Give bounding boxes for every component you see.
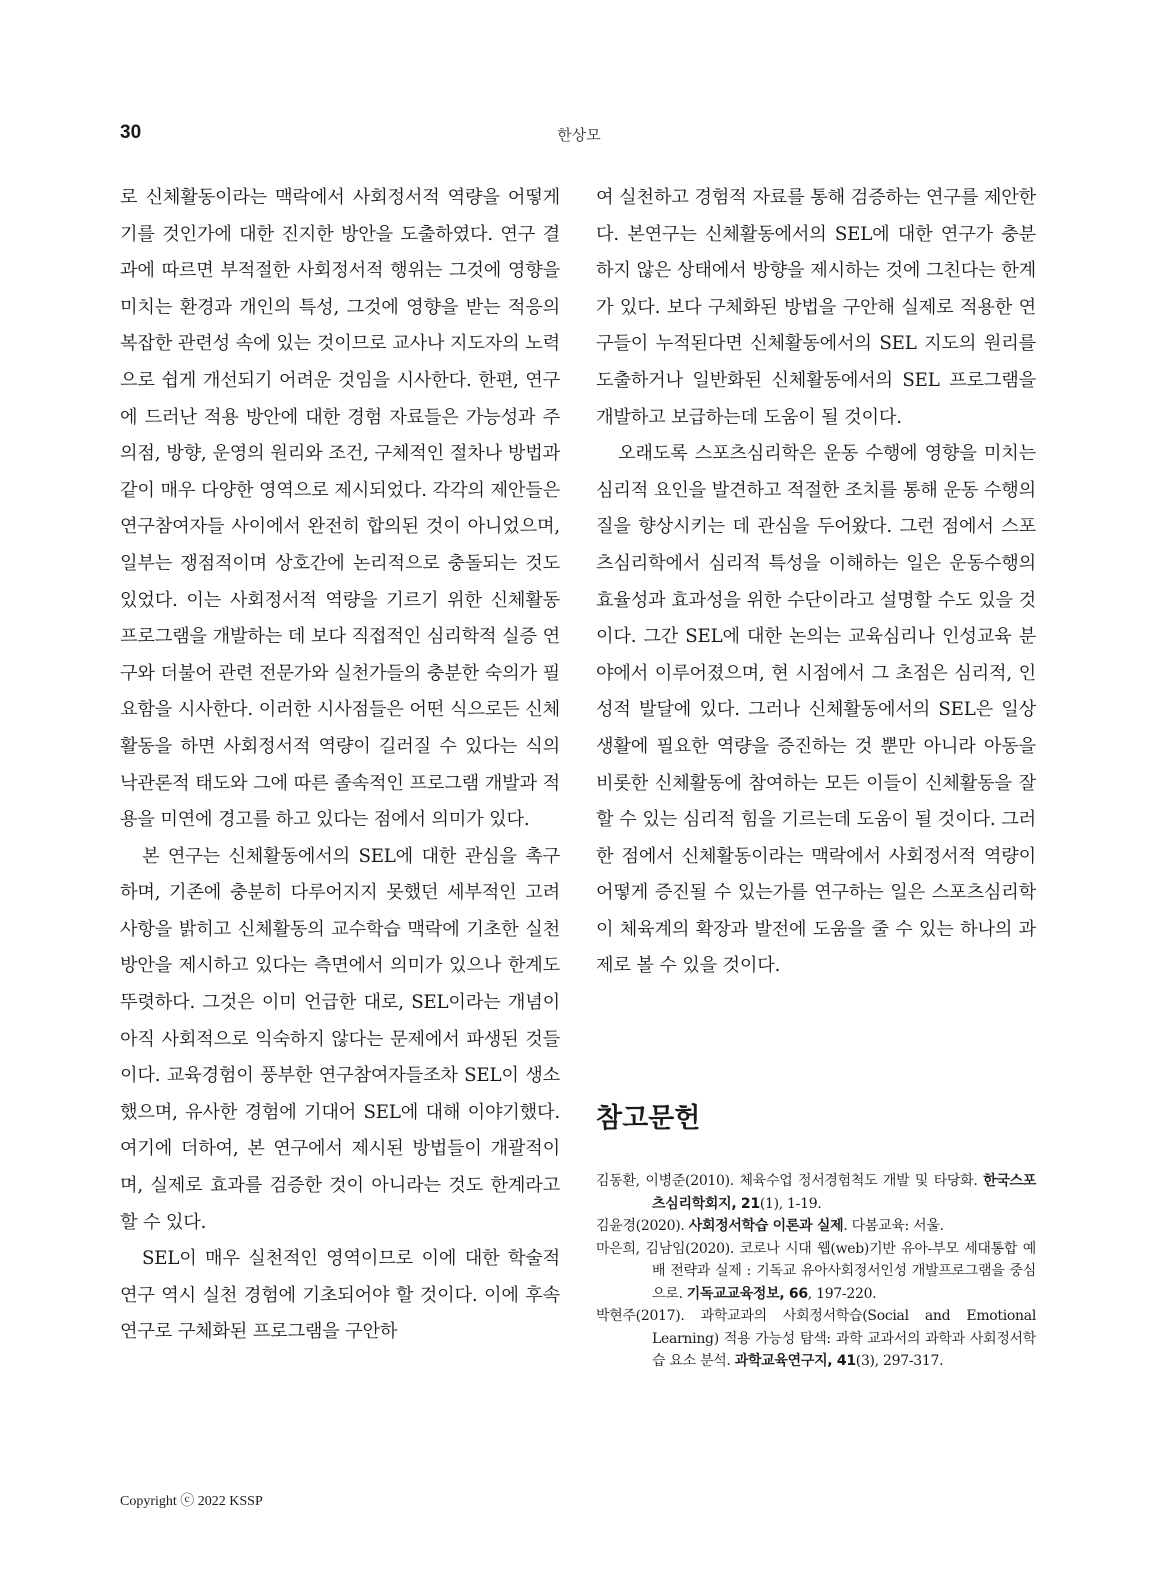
- reference-journal: 과학교육연구지, 41: [734, 1353, 856, 1369]
- paragraph: 오래도록 스포츠심리학은 운동 수행에 영향을 미치는 심리적 요인을 발견하고 적절한 조치를 통해 운동 수행의 질을 향상시키는 데 관심을 두어왔다. 그런 점에서 스포츠심리학에서 심리적 특성을 이해하는 일은 운동수행의 효율성과 효과성을 위한 수단이라고 설명할 수도 있을 것이다. 그간 SEL에 대한 논의는 교육심리나 인성교육 분야에서 이루어졌으며, 현 시점에서 그 초점은 심리적, 인성적 발달에 있다. 그러나 신체활동에서의 SEL은 일상생활에 필요한 역량을 증진하는 것 뿐만 아니라 아동을 비롯한 신체활동에 참여하는 모든 이들이 신체활동을 잘 할 수 있는 심리적 힘을 기르는데 도움이 될 것이다. 그러한 점에서 신체활동이라는 맥락에서 사회정서적 역량이 어떻게 증진될 수 있는가를 연구하는 일은 스포츠심리학이 체육계의 확장과 발전에 도움을 줄 수 있는 하나의 과제로 볼 수 있을 것이다.: [596, 443, 1036, 977]
- paragraph: SEL이 매우 실천적인 영역이므로 이에 대한 학술적 연구 역시 실천 경험에 기초되어야 할 것이다. 이에 후속 연구로 구체화된 프로그램을 구안하: [120, 1248, 560, 1343]
- reference-item: [596, 1170, 1036, 1215]
- reference-text: 김동환, 이병준(2010). 체육수업 정서경험척도 개발 및 타당화.: [596, 1173, 984, 1189]
- reference-text: , 197-220.: [807, 1285, 877, 1302]
- reference-text: 박현주(2017). 과학교과의 사회정서학습(Social and Emotional Learning) 적용 가능성 탐색: 과학 교과서의 과학과 사회정서학습 요소 분석.: [596, 1308, 1036, 1369]
- reference-item: [596, 1305, 1036, 1373]
- reference-text: 김윤경(2020).: [596, 1218, 689, 1234]
- paragraph: 본 연구는 신체활동에서의 SEL에 대한 관심을 촉구하며, 기존에 충분히 다루어지지 못했던 세부적인 고려 사항을 밝히고 신체활동의 교수학습 맥락에 기초한 실천 방안을 제시하고 있다는 측면에서 의미가 있으나 한계도 뚜렷하다. 그것은 이미 언급한 대로, SEL이라는 개념이 아직 사회적으로 익숙하지 않다는 문제에서 파생된 것들이다. 교육경험이 풍부한 연구참여자들조차 SEL이 생소했으며, 유사한 경험에 기대어 SEL에 대해 이야기했다. 여기에 더하여, 본 연구에서 제시된 방법들이 개괄적이며, 실제로 효과를 검증한 것이 아니라는 것도 한계라고 할 수 있다.: [120, 845, 560, 1233]
- reference-item: [596, 1238, 1036, 1306]
- reference-journal: 사회정서학습 이론과 실제: [688, 1218, 844, 1234]
- paragraph: 로 신체활동이라는 맥락에서 사회정서적 역량을 어떻게 기를 것인가에 대한 진지한 방안을 도출하였다. 연구 결과에 따르면 부적절한 사회정서적 행위는 그것에 영향을 미치는 환경과 개인의 특성, 그것에 영향을 받는 적응의 복잡한 관련성 속에 있는 것이므로 교사나 지도자의 노력으로 쉽게 개선되기 어려운 것임을 시사한다. 한편, 연구에 드러난 적용 방안에 대한 경험 자료들은 가능성과 주의점, 방향, 운영의 원리와 조건, 구체적인 절차나 방법과 같이 매우 다양한 영역으로 제시되었다. 각각의 제안들은 연구참여자들 사이에서 완전히 합의된 것이 아니었으며, 일부는 쟁점적이며 상호간에 논리적으로 충돌되는 것도 있었다. 이는 사회정서적 역량을 기르기 위한 신체활동 프로그램을 개발하는 데 보다 직접적인 심리학적 실증 연구와 더불어 관련 전문가와 실천가들의 충분한 숙의가 필요함을 시사한다. 이러한 시사점들은 어떤 식으로든 신체활동을 하면 사회정서적 역량이 길러질 수 있다는 식의 낙관론적 태도와 그에 따른 졸속적인 프로그램 개발과 적용을 미연에 경고를 하고 있다는 점에서 의미가 있다.: [120, 187, 560, 831]
- references-list: [596, 1170, 1036, 1373]
- paragraph: 여 실천하고 경험적 자료를 통해 검증하는 연구를 제안한다. 본연구는 신체활동에서의 SEL에 대한 연구가 충분하지 않은 상태에서 방향을 제시하는 것에 그친다는 한계가 있다. 보다 구체화된 방법을 구안해 실제로 적용한 연구들이 누적된다면 신체활동에서의 SEL 지도의 원리를 도출하거나 일반화된 신체활동에서의 SEL 프로그램을 개발하고 보급하는데 도움이 될 것이다.: [596, 187, 1036, 428]
- reference-text: 마은희, 김남임(2020). 코로나 시대 웹(web)기반 유아-부모 세대통합 예배 전략과 실제 : 기독교 유아사회정서인성 개발프로그램을 중심으로.: [596, 1240, 1036, 1302]
- reference-text: (1), 1-19.: [759, 1195, 822, 1212]
- reference-text: . 다봄교육: 서울.: [843, 1218, 944, 1234]
- references-title: 참고문헌: [596, 1103, 701, 1134]
- reference-journal: 기독교교육정보, 66: [686, 1285, 808, 1302]
- copyright: Copyright ⓒ 2022 KSSP: [120, 1494, 263, 1509]
- right-column: [596, 180, 1036, 985]
- page-number: 30: [120, 122, 142, 143]
- running-title: 한상모: [557, 126, 601, 144]
- reference-text: (3), 297-317.: [855, 1353, 944, 1369]
- reference-journal: 한국스포츠심리학회지, 21: [652, 1173, 1036, 1212]
- reference-item: [596, 1215, 1036, 1238]
- left-column: [120, 180, 560, 1351]
